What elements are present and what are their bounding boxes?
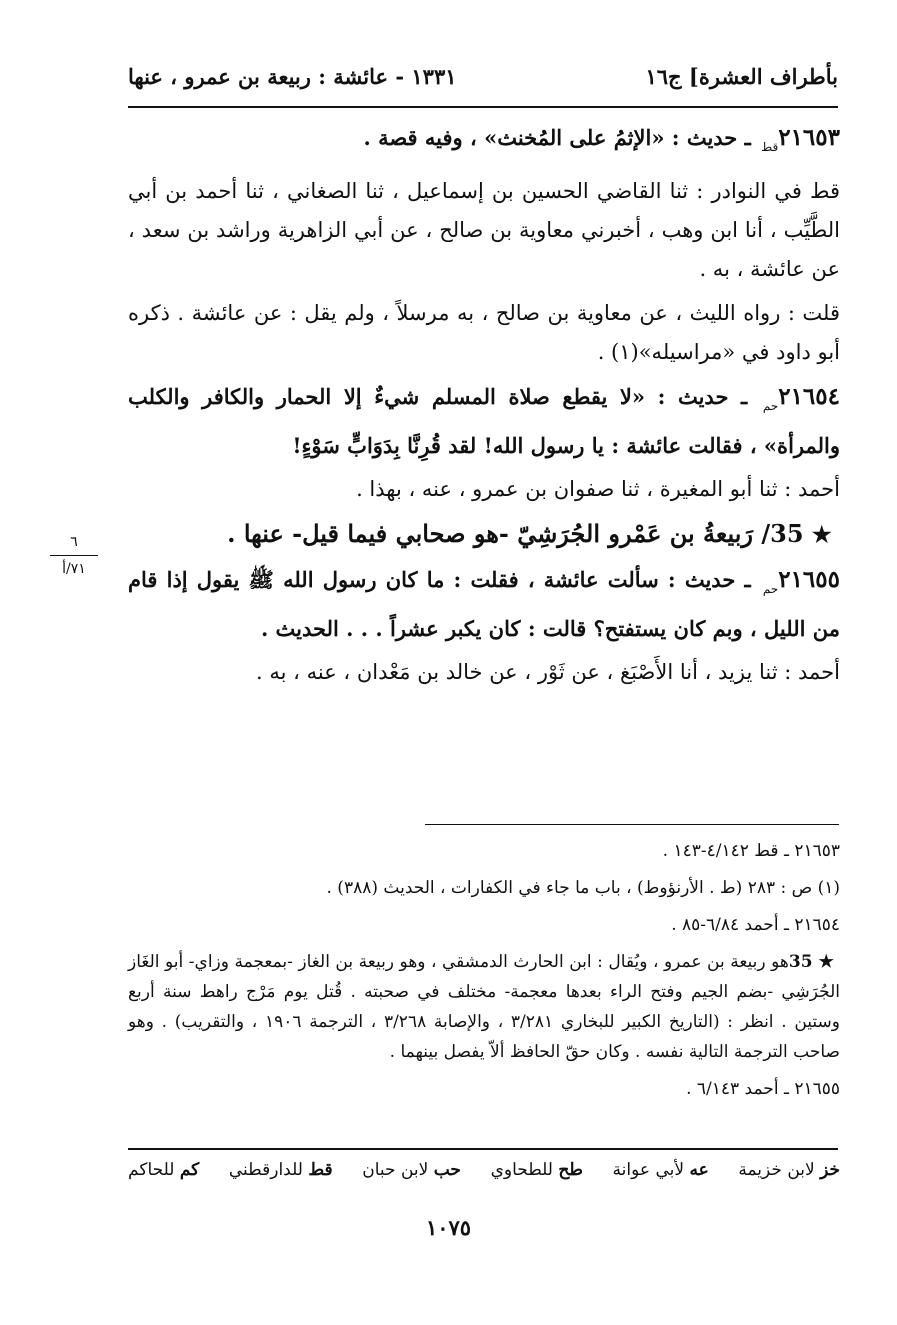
hadith-title: ـ حديث : سألت عائشة ، فقلت : ما كان رسول الله ﷺ يقول إذا قام من الليل ، وبم كان يستفتح؟ قالت : كان يكبر عشراً . . . الحديث .	[128, 567, 840, 641]
header-section-title: ١٣٣١ - عائشة : ربيعة بن عمرو ، عنها	[128, 63, 457, 89]
footnote: ٢١٦٥٤ ـ أحمد ٦/٨٤-٨٥ .	[671, 915, 840, 935]
footnotes	[128, 836, 840, 1111]
footer-rule	[128, 1148, 838, 1150]
header-book-title: بأطراف العشرة] ج١٦	[645, 63, 838, 89]
footnote-star-number: 35	[788, 952, 813, 972]
hadith-paragraph: أحمد : ثنا أبو المغيرة ، ثنا صفوان بن عمرو ، عنه ، بهذا .	[356, 477, 840, 501]
source-symbol: حم	[762, 399, 779, 413]
abbreviation-code: عه	[689, 1160, 709, 1180]
hadith-title: ـ حديث : «الإثمُ على المُخنث» ، وفيه قصة .	[363, 125, 751, 150]
abbreviation-item	[738, 1160, 840, 1180]
abbreviation-name: لابن خزيمة	[738, 1160, 815, 1180]
chapter-number: 35	[770, 519, 804, 548]
hadith-paragraph: قط في النوادر : ثنا القاضي الحسين بن إسماعيل ، ثنا الصغاني ، ثنا أحمد بن أبي الطَّيِّب ، أنا ابن وهب ، أخبرني معاوية بن صالح ، عن أبي الزاهرية وراشد بن سعد ، عن عائشة ، به .	[128, 179, 840, 281]
running-header	[128, 56, 838, 96]
margin-volume: ٦	[70, 534, 78, 550]
hadith-number: ٢١٦٥٣	[778, 124, 840, 151]
header-rule	[128, 106, 838, 108]
abbreviation-item	[362, 1160, 461, 1180]
hadith-entry-title	[128, 118, 840, 167]
star-icon: ★	[818, 952, 834, 972]
hadith-entry-title	[128, 560, 840, 648]
footnote-rule	[425, 824, 839, 825]
hadith-paragraph: أحمد : ثنا يزيد ، أنا الأَصْبَغ ، عن ثَوْر ، عن خالد بن مَعْدان ، عنه ، به .	[256, 660, 840, 684]
footnote: ٢١٦٥٥ ـ أحمد ٦/١٤٣ .	[686, 1079, 840, 1099]
chapter-heading	[128, 514, 840, 555]
source-symbol: حم	[762, 582, 779, 596]
margin-folio: ٧١/أ	[62, 561, 86, 577]
hadith-title: ـ حديث : «لا يقطع صلاة المسلم شيءٌ إلا الحمار والكافر والكلب والمرأة» ، فقالت عائشة : يا رسول الله! لقد قُرِنَّا بِدَوَابٍّ سَوْءٍ!	[128, 384, 840, 458]
chapter-title: / رَبيعةُ بن عَمْرو الجُرَشِيّ -هو صحابي فيما قيل- عنها .	[227, 519, 771, 548]
abbreviation-code: حب	[433, 1160, 461, 1180]
main-text	[128, 118, 840, 697]
margin-divider	[50, 555, 98, 556]
abbreviation-name: لابن حبان	[362, 1160, 429, 1180]
abbreviation-name: للدارقطني	[228, 1160, 303, 1180]
hadith-paragraph: قلت : رواه الليث ، عن معاوية بن صالح ، به مرسلاً ، ولم يقل : عن عائشة . ذكره أبو داود في «مراسيله»(١) .	[128, 301, 840, 364]
abbreviation-item	[229, 1160, 333, 1180]
hadith-entry-title	[128, 377, 840, 465]
abbreviation-item	[491, 1160, 583, 1180]
abbreviation-item	[613, 1160, 709, 1180]
footnote: (١) ص : ٢٨٣ (ط . الأرنؤوط) ، باب ما جاء في الكفارات ، الحديث (٣٨٨) .	[326, 878, 840, 898]
abbreviation-name: للطحاوي	[490, 1160, 553, 1180]
chapter-marker	[770, 519, 840, 548]
abbreviation-code: طح	[558, 1160, 583, 1180]
hadith-number: ٢١٦٥٤	[778, 383, 840, 410]
footnote	[128, 947, 840, 1067]
footnote: ٢١٦٥٣ ـ قط ٤/١٤٢-١٤٣ .	[662, 841, 840, 861]
abbreviation-key	[128, 1160, 840, 1180]
abbreviation-item	[128, 1160, 199, 1180]
abbreviation-code: كم	[179, 1160, 200, 1180]
source-symbol: قط	[761, 140, 779, 154]
abbreviation-code: قط	[308, 1160, 333, 1180]
abbreviation-code: خز	[820, 1160, 840, 1180]
hadith-number: ٢١٦٥٥	[778, 566, 840, 593]
star-icon: ★	[811, 522, 832, 548]
margin-reference	[50, 532, 98, 579]
page-number: ١٠٧٥	[425, 1215, 472, 1240]
footnote-biography: هو ربيعة بن عمرو ، ويُقال : ابن الحارث الدمشقي ، وهو ربيعة بن الغاز -بمعجمة وزاي- أبو الغَاز الجُرَشِي -بضم الجيم وفتح الراء بعدها معجمة- مختلف في صحبته . قُتل يوم مَرْج راهط سنة أربع وستين . انظر : (التاريخ الكبير للبخاري ٣/٢٨١ ، والإصابة ٣/٢٦٨ ، الترجمة ١٩٠٦ ، والتقريب) . وهو صاحب الترجمة التالية نفسه . وكان حقّ الحافظ ألاّ يفصل بينهما .	[128, 952, 840, 1062]
abbreviation-name: للحاكم	[128, 1160, 175, 1180]
abbreviation-name: لأبي عوانة	[612, 1160, 685, 1180]
footnote-star-marker	[789, 952, 840, 972]
